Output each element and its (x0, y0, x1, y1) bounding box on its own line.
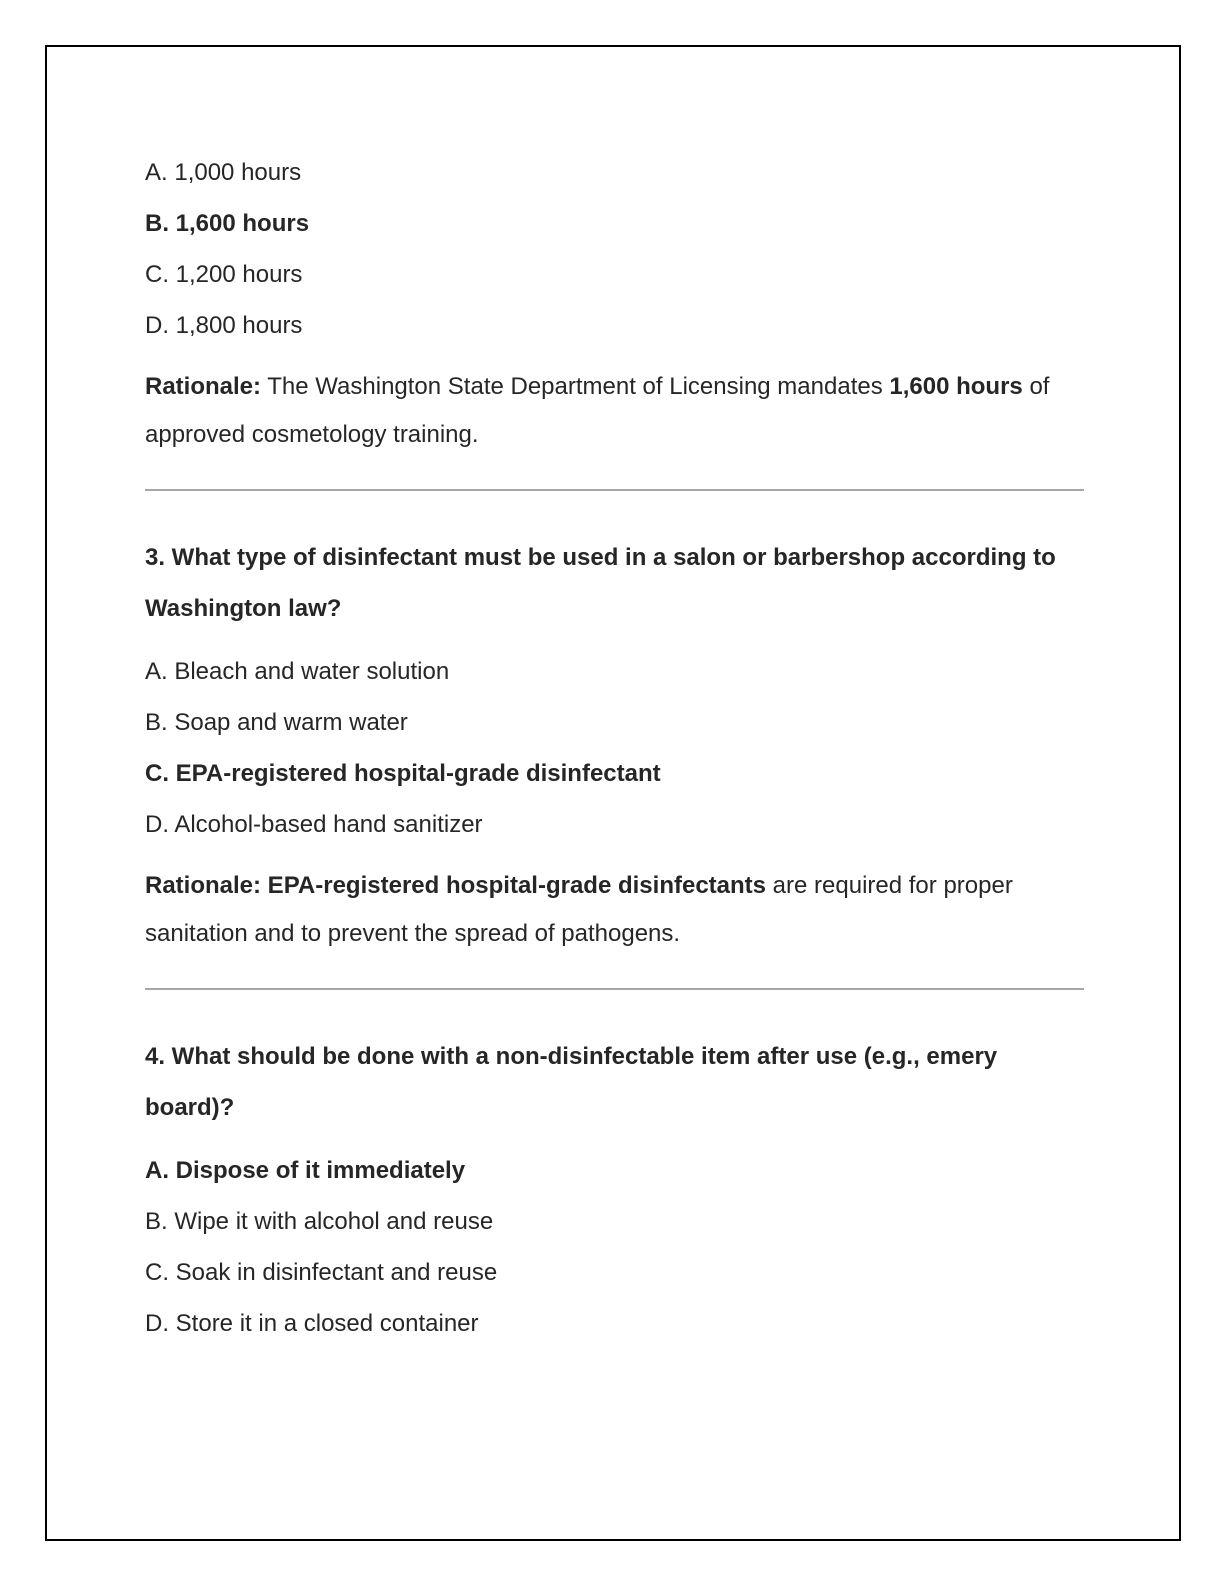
section-divider (145, 988, 1084, 990)
answer-option: B. 1,600 hours (145, 210, 310, 237)
rationale-run: Rationale: (145, 373, 262, 400)
answer-option: D. Store it in a closed container (145, 1310, 479, 1337)
options-list (145, 646, 1084, 850)
rationale-run: 1,600 hours (889, 373, 1023, 400)
answer-option: C. Soak in disinfectant and reuse (145, 1259, 498, 1286)
options-list (145, 1145, 1084, 1349)
rationale-run: The Washington State Department of Licensing mandates (261, 373, 890, 400)
answer-option: D. 1,800 hours (145, 312, 303, 339)
options-list (145, 147, 1084, 351)
rationale-run: Rationale: EPA-registered hospital-grade disinfectants (145, 872, 767, 899)
answer-option: A. 1,000 hours (145, 159, 302, 186)
answer-option: C. 1,200 hours (145, 261, 303, 288)
rationale-run: are required for proper sanitation and to prevent the spread of pathogens. (145, 872, 1013, 947)
answer-option: C. EPA-registered hospital-grade disinfectant (145, 760, 661, 787)
page-border (45, 45, 1181, 1541)
rationale-run: of approved cosmetology training. (145, 373, 1050, 448)
rationale (145, 363, 1084, 459)
section-divider (145, 489, 1084, 491)
question-heading: 3. What type of disinfectant must be used in a salon or barbershop according to Washington law? (145, 544, 1056, 622)
answer-option: A. Dispose of it immediately (145, 1157, 466, 1184)
answer-option: A. Bleach and water solution (145, 658, 450, 685)
rationale (145, 862, 1084, 958)
answer-option: B. Soap and warm water (145, 709, 408, 736)
answer-option: D. Alcohol-based hand sanitizer (145, 811, 483, 838)
answer-option: B. Wipe it with alcohol and reuse (145, 1208, 494, 1235)
document-content (47, 47, 1179, 1349)
question-heading: 4. What should be done with a non-disinfectable item after use (e.g., emery board)? (145, 1043, 998, 1121)
